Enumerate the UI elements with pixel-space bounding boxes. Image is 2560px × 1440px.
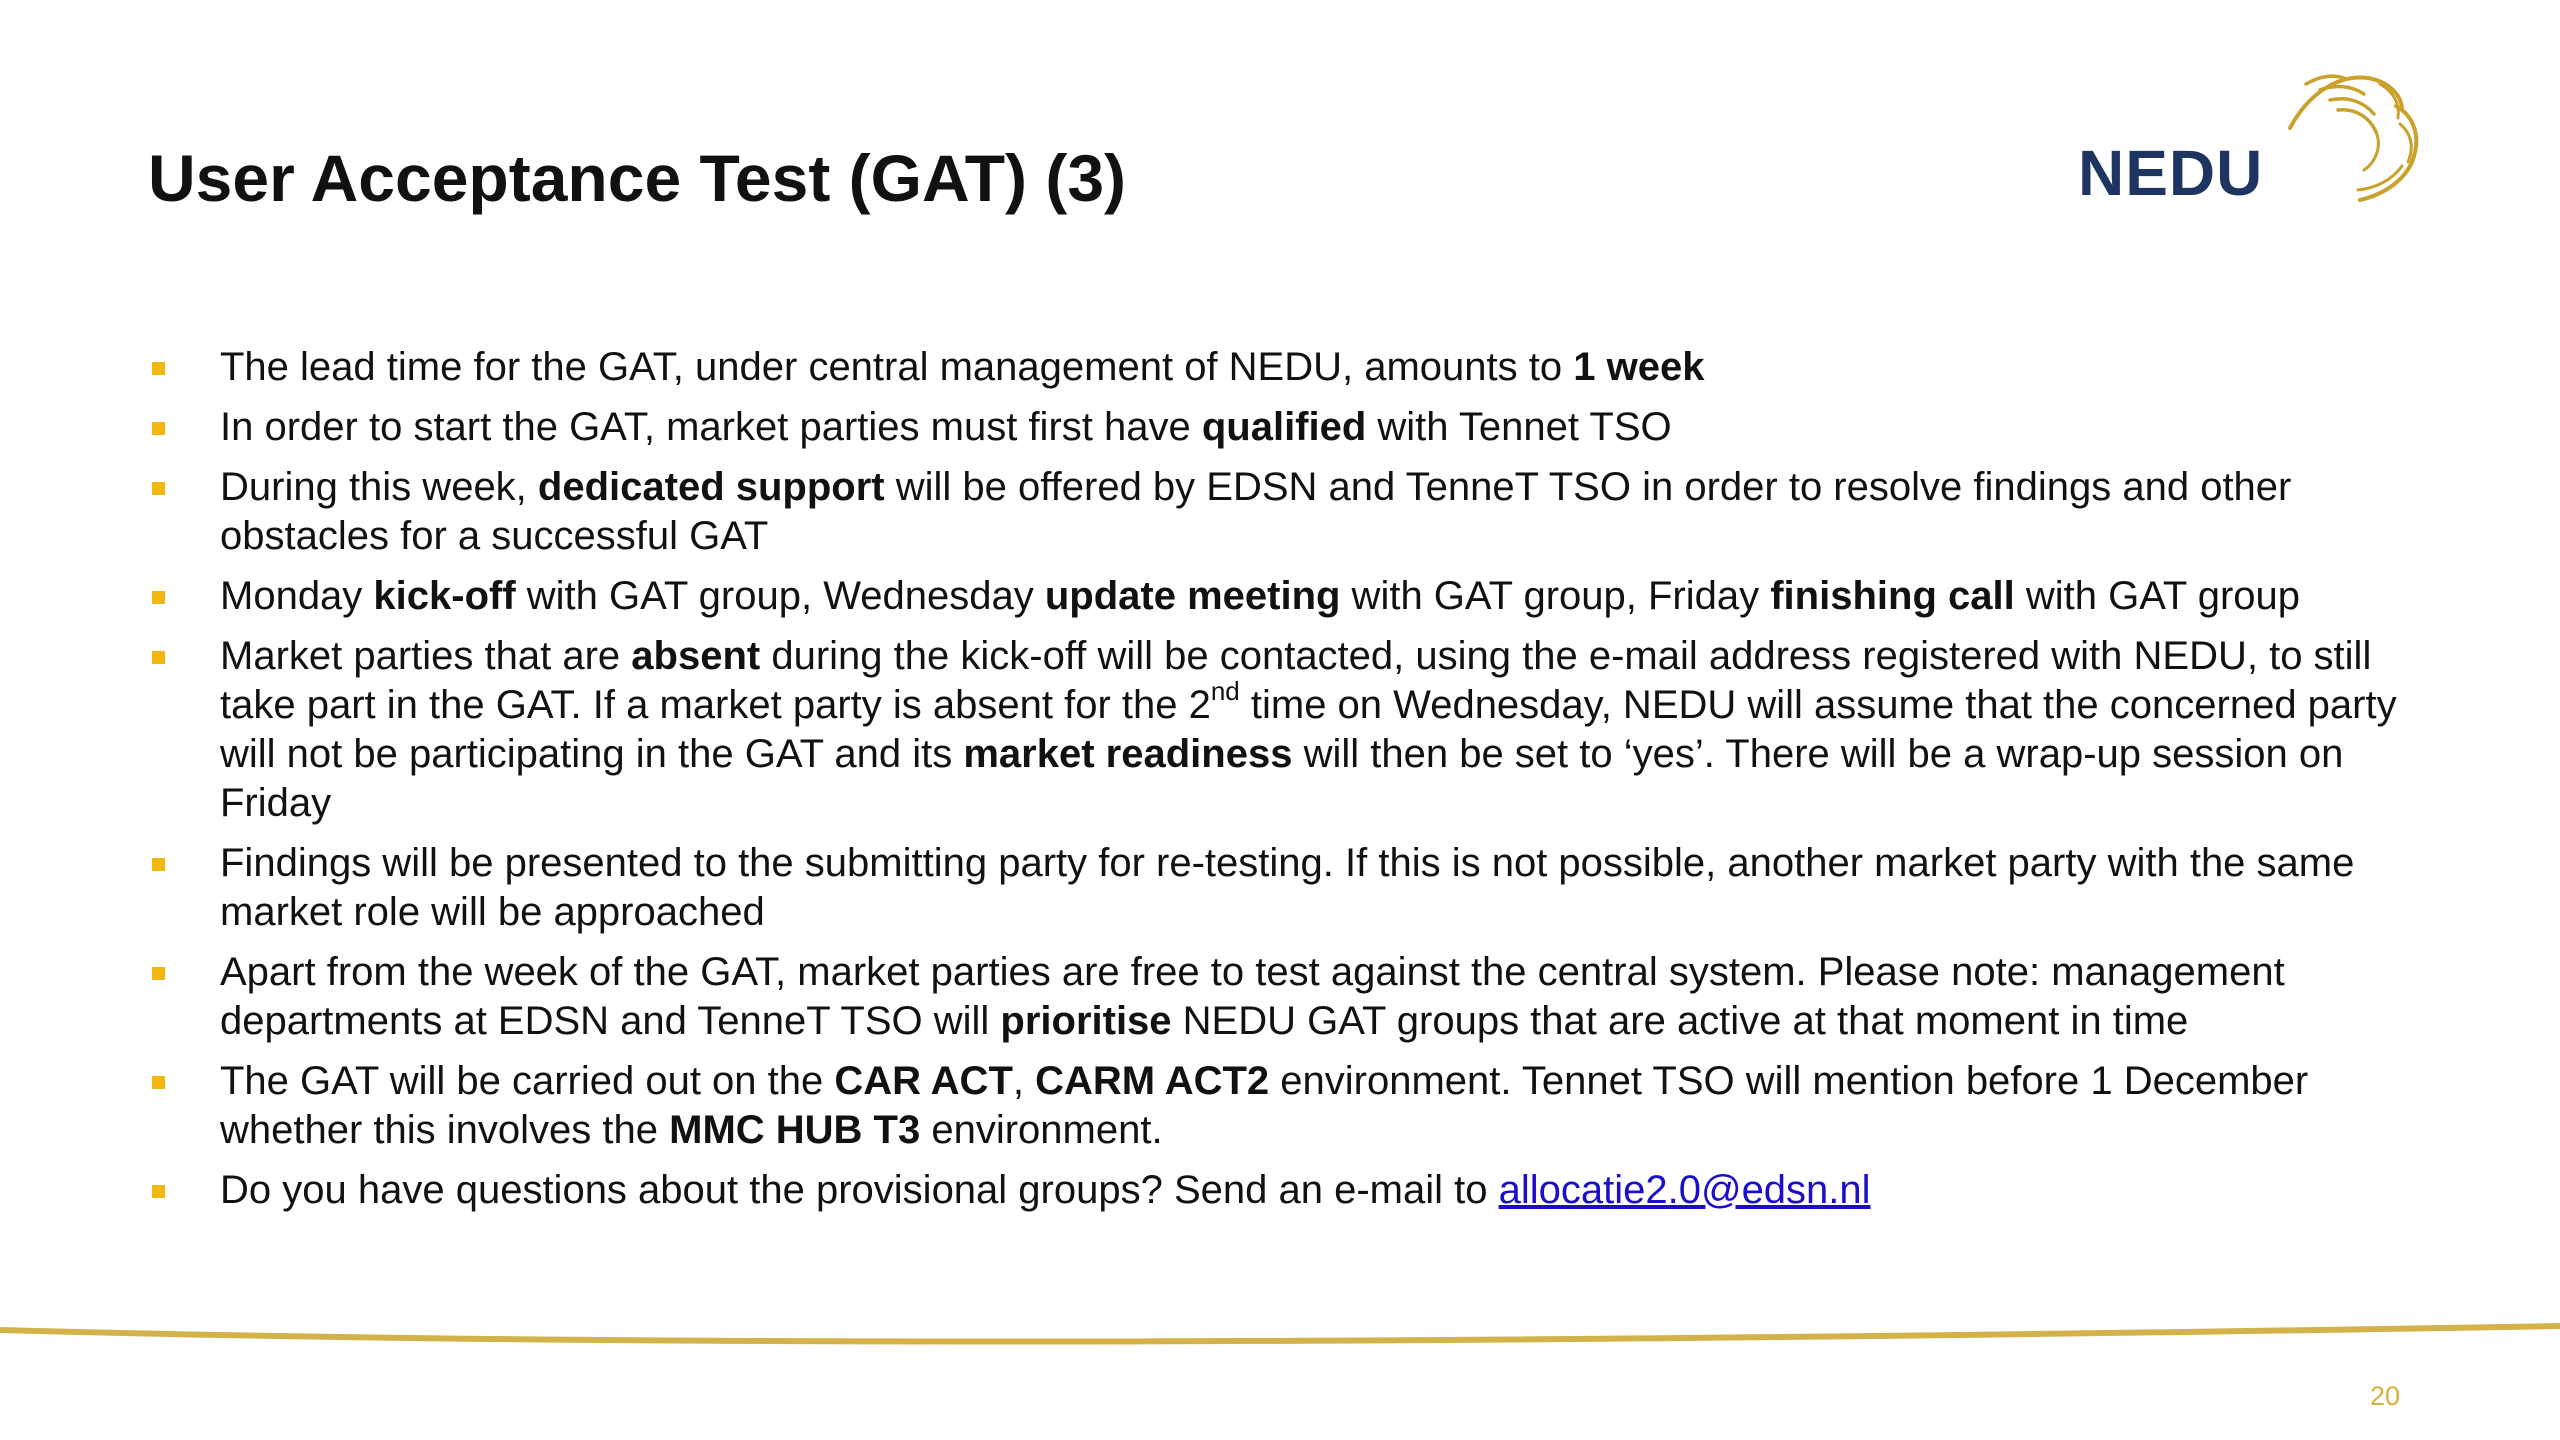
- footer-divider: [0, 1300, 2560, 1360]
- bullet-item: Do you have questions about the provisional groups? Send an e-mail to allocatie2.0@edsn.nl: [140, 1166, 2410, 1215]
- bullet-item: Monday kick-off with GAT group, Wednesday update meeting with GAT group, Friday finishing call with GAT group: [140, 572, 2410, 621]
- bullet-item: Findings will be presented to the submitting party for re-testing. If this is not possible, another market party with the same market role will be approached: [140, 839, 2410, 937]
- bullet-marker: [152, 1185, 165, 1198]
- bullet-marker: [152, 422, 165, 435]
- bullet-marker: [152, 1076, 165, 1089]
- logo-swirl-icon: [2268, 66, 2428, 216]
- bullet-item: During this week, dedicated support will be offered by EDSN and TenneT TSO in order to resolve findings and other obstacles for a successful GAT: [140, 463, 2410, 561]
- bullet-item: In order to start the GAT, market parties must first have qualified with Tennet TSO: [140, 403, 2410, 452]
- bullet-item: The lead time for the GAT, under central management of NEDU, amounts to 1 week: [140, 343, 2410, 392]
- bullet-marker: [152, 362, 165, 375]
- bullet-marker: [152, 967, 165, 980]
- bullet-list: [140, 343, 2410, 1226]
- email-link[interactable]: allocatie2.0@edsn.nl: [1498, 1168, 1871, 1212]
- bullet-marker: [152, 858, 165, 871]
- bullet-marker: [152, 651, 165, 664]
- logo-wordmark: NEDU: [2078, 137, 2264, 209]
- bullet-item: The GAT will be carried out on the CAR ACT, CARM ACT2 environment. Tennet TSO will mention before 1 December whether this involves the MMC HUB T3 environment.: [140, 1057, 2410, 1155]
- bullet-item: Apart from the week of the GAT, market parties are free to test against the central system. Please note: management departments at EDSN and TenneT TSO will prioritise NEDU GAT groups that are active at that moment in time: [140, 948, 2410, 1046]
- bullet-marker: [152, 591, 165, 604]
- slide-title: User Acceptance Test (GAT) (3): [148, 141, 1127, 215]
- page-number: 20: [2370, 1381, 2401, 1411]
- bullet-item: Market parties that are absent during the kick-off will be contacted, using the e-mail address registered with NEDU, to still take part in the GAT. If a market party is absent for the 2nd time on Wednesday, NEDU will assume that the concerned party will not be participating in the GAT and its market readiness will then be set to ‘yes’. There will be a wrap-up session on Friday: [140, 632, 2410, 828]
- nedu-logo: [2078, 66, 2428, 216]
- bullet-marker: [152, 482, 165, 495]
